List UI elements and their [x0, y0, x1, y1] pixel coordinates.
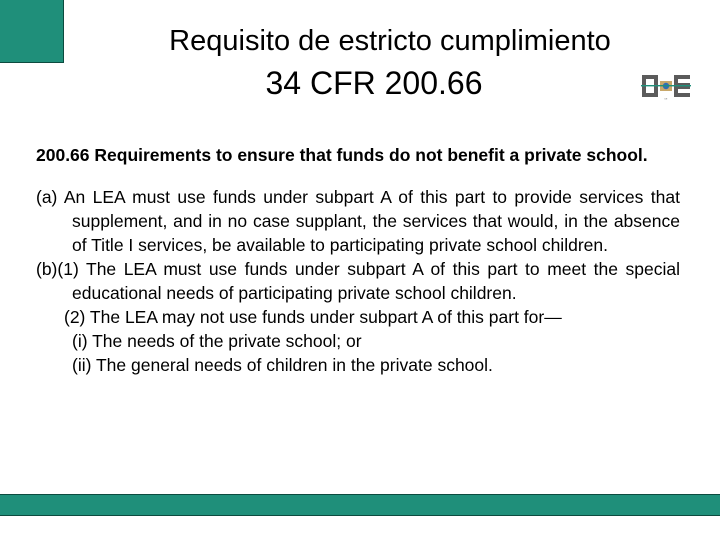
slide-subtitle-cfr: 34 CFR 200.66 [265, 65, 483, 101]
footer-accent-bar [0, 494, 720, 516]
paragraph-b1: (b)(1) The LEA must use funds under subpart A of this part to meet the special educational needs of participating private school children. [36, 259, 680, 303]
paragraph-b2-i: (i) The needs of the private school; or [72, 331, 362, 351]
logo-text: DE [664, 98, 668, 100]
slide-title: Requisito de estricto cumplimiento [169, 25, 611, 57]
paragraph-a: (a) An LEA must use funds under subpart A of this part to provide services that supplement, and in no case supplant, the services that would, in the absence of Title I services, be available to participating private school children. [36, 187, 680, 255]
corner-accent-square [0, 0, 64, 63]
section-heading: 200.66 Requirements to ensure that funds do not benefit a private school. [36, 145, 648, 165]
paragraph-b2: (2) The LEA may not use funds under subpart A of this part for— [64, 307, 562, 327]
department-logo-icon [641, 72, 691, 100]
regulation-text [36, 143, 680, 377]
paragraph-b2-ii: (ii) The general needs of children in the private school. [72, 355, 493, 375]
